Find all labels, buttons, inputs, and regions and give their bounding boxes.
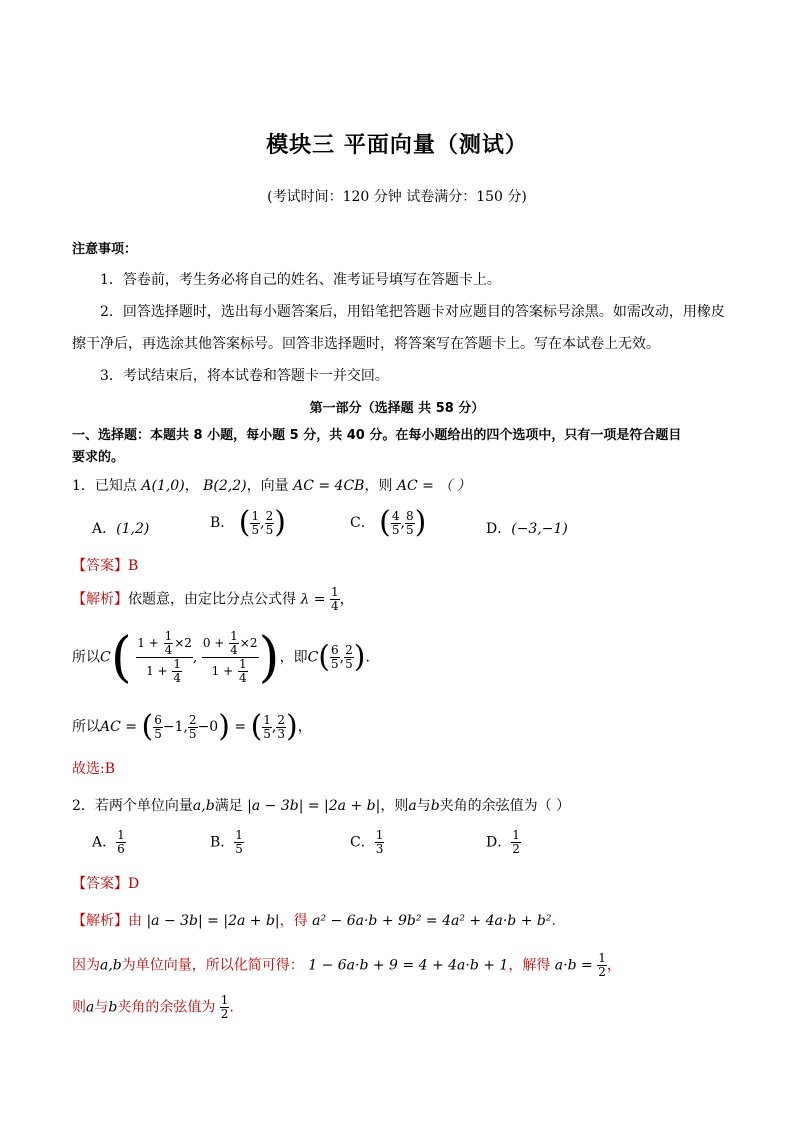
q2-stem: 2．若两个单位向量a,b满足 |a − 3b| = |2a + b|，则a与b夹角的余弦值为（ ） <box>72 798 571 814</box>
q2-analysis-1: 【解析】由 |a − 3b| = |2a + b|，得 a² − 6a·b + 9b² = 4a² + 4a·b + b². <box>72 913 556 929</box>
q2-analysis-2: 因为a,b为单位向量，所以化简可得： 1 − 6a·b + 9 = 4 + 4a·b + 1，解得 a·b = $\frac{1}{2}$ ， <box>72 951 621 979</box>
q1-stem: 1．已知点 A(1,0)， B(2,2)，向量 AC = 4CB，则 AC = （ ） <box>72 478 471 494</box>
section-intro-cont: 要求的。 <box>72 450 125 465</box>
notes-item-2: 2．回答选择题时，选出每小题答案后，用铅笔把答题卡对应题目的答案标号涂黑。如需改动，用橡皮 <box>100 304 725 320</box>
notes-heading: 注意事项： <box>72 242 138 257</box>
section-title: 第一部分（选择题 共 58 分） <box>309 401 485 416</box>
exam-info: (考试时间：120 分钟 试卷满分：150 分) <box>267 189 527 205</box>
q1-analysis-1: 【解析】依题意，由定比分点公式得 λ = $\frac{1}{4}$ ， <box>72 585 354 613</box>
q2-option-b: B． $\frac{1}{5}$ <box>210 828 243 856</box>
page-title: 模块三 平面向量（测试） <box>266 133 528 158</box>
notes-item-1: 1．答卷前，考生务必将自己的姓名、准考证号填写在答题卡上。 <box>100 272 501 288</box>
q1-analysis-2: 所以C( 1 + $\frac{1}{4}$ ×2 1 + $\frac{1}{4}$ , 0 + $\frac{1}{4}$ ×2 1 + $\frac{1}{4}$ )，即C( $\frac{6}{5}$ , $\frac{2}{5}$ ). <box>72 625 370 689</box>
q1-analysis-3: 所以AC = ( $\frac{6}{5}$ −1, $\frac{2}{5}$ −0) = ( $\frac{1}{5}$ , $\frac{2}{3}$ )， <box>72 709 312 744</box>
q2-option-d: D． $\frac{1}{2}$ <box>486 828 520 856</box>
q1-option-a: A．(1,2) <box>92 521 150 537</box>
q2-analysis-3: 则a与b夹角的余弦值为 $\frac{1}{2}$ . <box>72 993 234 1021</box>
q1-answer: 【答案】B <box>72 558 139 574</box>
q2-answer: 【答案】D <box>72 876 140 892</box>
q2-option-a: A． $\frac{1}{6}$ <box>92 828 125 856</box>
section-intro: 一、选择题：本题共 8 小题，每小题 5 分，共 40 分。在每小题给出的四个选项中，只有一项是符合题目 <box>72 428 682 443</box>
notes-item-3: 3．考试结束后，将本试卷和答题卡一并交回。 <box>100 368 389 384</box>
q1-conclusion: 故选:B <box>72 761 116 777</box>
q2-option-c: C． $\frac{1}{3}$ <box>350 828 384 856</box>
q1-option-b: B． ( $\frac{1}{5}$ , $\frac{2}{5}$ ) <box>210 505 286 540</box>
q1-option-c: C． ( $\frac{4}{5}$ , $\frac{8}{5}$ ) <box>350 505 427 540</box>
notes-item-2-cont: 擦干净后，再选涂其他答案标号。回答非选择题时，将答案写在答题卡上。写在本试卷上无效。 <box>72 336 660 352</box>
q1-option-d: D．(−3,−1) <box>486 521 568 537</box>
